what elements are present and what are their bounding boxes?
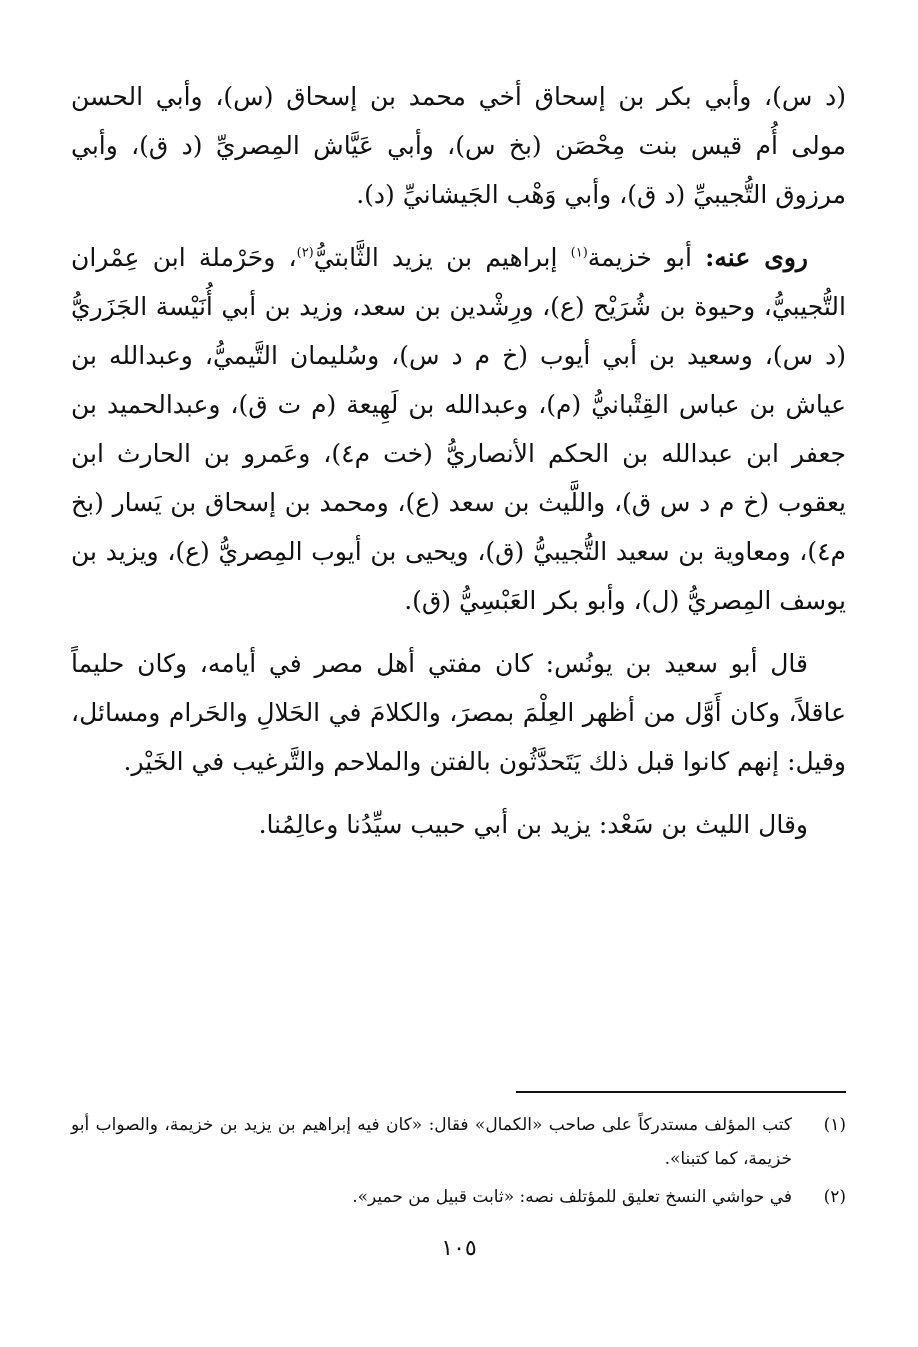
footnotes — [71, 1108, 846, 1218]
paragraph-text: إبراهيم بن يزيد الثَّابتيُّ — [313, 243, 571, 272]
narrated-by-label: روى عنه: — [705, 243, 808, 272]
paragraph-text: أبو خزيمة — [587, 243, 706, 272]
main-text — [71, 72, 846, 849]
paragraph-narrators-from — [71, 72, 846, 219]
paragraph-text: ، وحَرْملة ابن عِمْران التُّجيبيُّ، وحيوة بن شُرَيْح (ع)، ورِشْدين بن سعد، وزيد بن أبي أُنَيْسة الجَزَريُّ (د س)، وسعيد بن أبي أيوب (خ م د س)، وسُليمان التَّيميُّ، وعبدالله بن عياش بن عباس القِتْبانيُّ (م)، وعبدالله بن لَهِيعة (م ت ق)، وعبدالحميد بن جعفر ابن عبدالله بن الحكم الأنصاريُّ (خت م٤)، وعَمرو بن الحارث ابن يعقوب (خ م د س ق)، واللَّيث بن سعد (ع)، ومحمد بن إسحاق بن يَسار (بخ م٤)، ومعاوية بن سعيد التُّجيبيُّ (ق)، ويحيى بن أيوب المِصريُّ (ع)، ويزيد بن يوسف المِصريُّ (ل)، وأبو بكر العَبْسِيُّ (ق). — [71, 243, 846, 615]
footnote-text: في حواشي النسخ تعليق للمؤتلف نصه: «ثابت قبيل من حمير». — [352, 1187, 792, 1207]
page-body — [71, 72, 846, 863]
footnote-number: (٢) — [823, 1187, 846, 1207]
footnote-number: (١) — [823, 1115, 846, 1135]
paragraph-text: (د س)، وأبي بكر بن إسحاق أخي محمد بن إسحاق (س)، وأبي الحسن مولى أُم قيس بنت مِحْصَن (بخ س)، وأبي عَيَّاش المِصريِّ (د ق)، وأبي مرزوق التُّجيبيِّ (د ق)، وأبي وَهْب الجَيشانيِّ (د). — [71, 82, 846, 209]
paragraph-ibn-yunus-quote — [71, 639, 846, 786]
paragraph-text: وقال الليث بن سَعْد: يزيد بن أبي حبيب سيِّدُنا وعالِمُنا. — [258, 810, 808, 839]
footnote-2 — [71, 1180, 846, 1214]
footnote-reference-1[interactable]: (١) — [570, 245, 588, 261]
page-number: ١٠٥ — [441, 1236, 477, 1261]
paragraph-narrated-by — [71, 233, 846, 625]
paragraph-layth-quote — [71, 800, 846, 849]
footnote-reference-2[interactable]: (٢) — [296, 245, 314, 261]
footnote-1 — [71, 1108, 846, 1176]
footnote-separator — [516, 1091, 846, 1093]
footnote-text: كتب المؤلف مستدركاً على صاحب «الكمال» فقال: «كان فيه إبراهيم بن يزيد بن خزيمة، والصواب أبو خزيمة، كما كتبنا». — [71, 1115, 792, 1169]
paragraph-text: قال أبو سعيد بن يونُس: كان مفتي أهل مصر في أيامه، وكان حليماً عاقلاً، وكان أَوَّل من أظهر العِلْمَ بمصرَ، والكلامَ في الحَلالِ والحَرام ومسائل، وقيل: إنهم كانوا قبل ذلك يَتَحدَّثُون بالفتن والملاحم والتَّرغيب في الخَيْر. — [71, 649, 846, 776]
